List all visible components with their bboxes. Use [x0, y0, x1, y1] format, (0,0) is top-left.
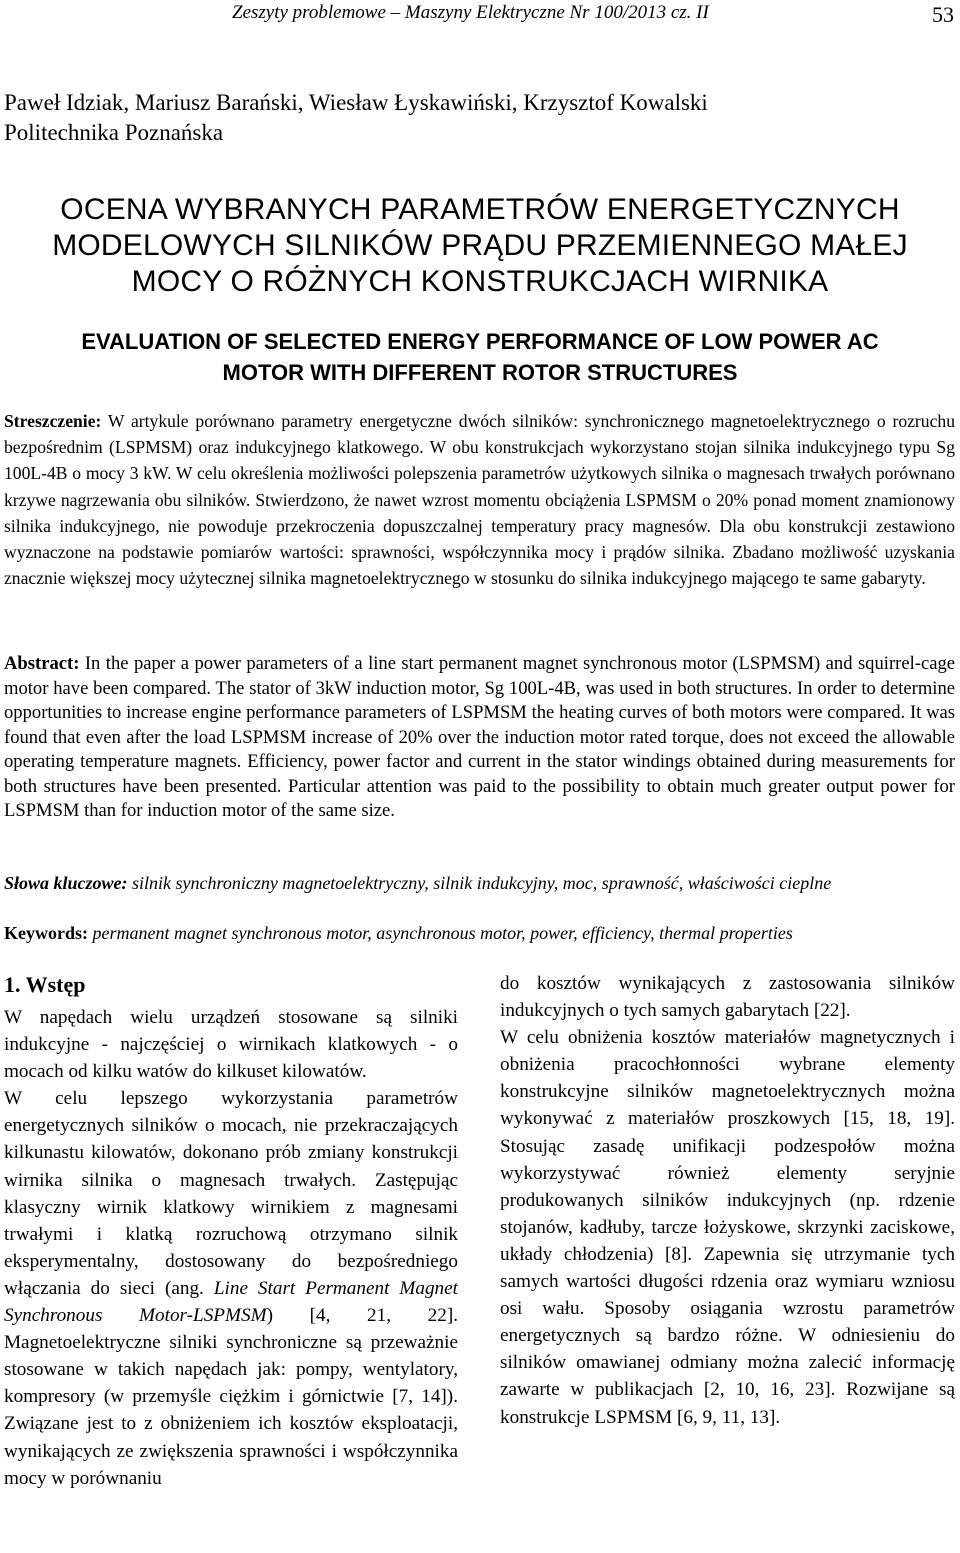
abstract-label: Abstract:	[4, 653, 80, 674]
intro-paragraph-2-end: ) [4, 21, 22]. Magnetoelektryczne silniki synchroniczne są przeważnie stosowane w takich napędach jak: pompy, wentylatory, kompresory (w przemyśle ciężkim i górnictwie [7, 14]). Związane jest to z obniżeniem ich kosztów eksploatacji, wynikających ze zwiększenia sprawności i współczynnika mocy w porównaniu	[4, 1305, 459, 1489]
title-english-line: MOTOR WITH DIFFERENT ROTOR STRUCTURES	[222, 360, 738, 385]
title-english	[0, 326, 960, 388]
keywords-block	[4, 921, 960, 946]
page-number: 53	[932, 2, 954, 27]
intro-paragraph-2-italic: Line Start Permanent Magnet Synchronous Motor-LSPMSM	[4, 1277, 458, 1327]
intro-paragraph-2-start: W celu lepszego wykorzystania parametrów energetycznych silników o mocach, nie przekraczających kilkunastu kilowatów, dokonano prób zmiany konstrukcji wirnika silnika o magnesach trwałych. Zastępując klasyczny wirnik klatkowy wirnikiem z magnesami trwałymi i klatką rozruchową otrzymano silnik eksperymentalny, dostosowany do bezpośredniego włączania do sieci (ang.	[4, 1088, 458, 1299]
abstract-block	[4, 652, 955, 824]
intro-paragraph-2	[4, 1085, 458, 1491]
title-polish-line: MOCY O RÓŻNYCH KONSTRUKCJACH WIRNIKA	[131, 265, 829, 298]
slowa-kluczowe-block	[4, 871, 955, 896]
keywords-label: Keywords:	[4, 923, 88, 943]
title-polish-line: MODELOWYCH SILNIKÓW PRĄDU PRZEMIENNEGO MAŁEJ	[52, 229, 908, 262]
right-paragraph-2: W celu obniżenia kosztów materiałów magnetycznych i obniżenia pracochłonności wybrane elementy konstrukcyjne silników magnetoelektrycznych można wykonywać z materiałów proszkowych [15, 18, 19]. Stosując zasadę unifikacji podzespołów można wykorzystywać również elementy seryjnie produkowanych silników indukcyjnych (np. rdzenie stojanów, kadłuby, tarcze łożyskowe, skrzynki zaciskowe, układy chłodzenia) [8]. Zapewnia się utrzymanie tych samych wartości długości rdzenia oraz wymiaru wzniosu osi wału. Sposoby osiągania wzrostu parametrów energetycznych są bardzo różne. W odniesieniu do silników omawianej odmiany można zalecić informację zawarte w publikacjach [2, 10, 16, 23]. Rozwijane są konstrukcje LSPMSM [6, 9, 11, 13].	[500, 1027, 955, 1428]
journal-name: Zeszyty problemowe – Maszyny Elektryczne Nr 100/2013 cz. II	[232, 2, 709, 23]
title-english-line: EVALUATION OF SELECTED ENERGY PERFORMANCE OF LOW POWER AC	[81, 329, 879, 354]
authors: Paweł Idziak, Mariusz Barański, Wiesław Łyskawiński, Krzysztof Kowalski	[4, 90, 708, 115]
streszczenie-block	[4, 408, 955, 591]
slowa-kluczowe-text: silnik synchroniczny magnetoelektryczny, silnik indukcyjny, moc, sprawność, właściwości cieplne	[127, 873, 832, 893]
slowa-kluczowe-label: Słowa kluczowe:	[4, 873, 128, 893]
running-header	[0, 2, 960, 32]
left-column	[4, 970, 458, 1492]
title-polish-line: OCENA WYBRANYCH PARAMETRÓW ENERGETYCZNYCH	[60, 193, 900, 226]
right-paragraph-1: do kosztów wynikających z zastosowania silników indukcyjnych o tych samych gabarytach [22].	[500, 973, 955, 1022]
affiliation: Politechnika Poznańska	[4, 120, 224, 145]
right-column	[500, 970, 955, 1431]
streszczenie-text: W artykule porównano parametry energetyczne dwóch silników: synchronicznego magnetoelektrycznego o rozruchu bezpośrednim (LSPMSM) oraz indukcyjnego klatkowego. W obu konstrukcjach wykorzystano stojan silnika indukcyjnego typu Sg 100L-4B o mocy 3 kW. W celu określenia możliwości polepszenia parametrów użytkowych silnika o magnesach trwałych porównano krzywe nagrzewania obu silników. Stwierdzono, że nawet wzrost momentu obciążenia LSPMSM o 20% ponad moment znamionowy silnika indukcyjnego, nie powoduje przekroczenia dopuszczalnej temperatury pracy magnesów. Dla obu konstrukcji zestawiono wyznaczone na podstawie pomiarów wartości: sprawności, współczynnika mocy i prądów silnika. Zbadano możliwość uzyskania znacznie większej mocy użytecznej silnika magnetoelektrycznego w stosunku do silnika indukcyjnego mającego te same gabaryty.	[4, 411, 955, 589]
section-heading: 1. Wstęp	[4, 972, 86, 997]
title-polish	[0, 192, 960, 300]
abstract-text: In the paper a power parameters of a line start permanent magnet synchronous motor (LSPMSM) and squirrel-cage motor have been compared. The stator of 3kW induction motor, Sg 100L-4B, was used in both structures. In order to determine opportunities to increase engine performance parameters of LSPMSM the heating curves of both motors were compared. It was found that even after the load LSPMSM increase of 20% over the induction motor rated torque, does not exceed the allowable operating temperature magnets. Efficiency, power factor and current in the stator windings obtained during measurements for both structures have been presented. Particular attention was paid to the possibility to obtain much greater output power for LSPMSM than for induction motor of the same size.	[4, 653, 955, 821]
intro-paragraph-1: W napędach wielu urządzeń stosowane są silniki indukcyjne - najczęściej o wirnikach klatkowych - o mocach od kilku watów do kilkuset kilowatów.	[4, 1007, 458, 1083]
streszczenie-label: Streszczenie:	[4, 411, 102, 431]
keywords-text: permanent magnet synchronous motor, asynchronous motor, power, efficiency, thermal properties	[88, 923, 793, 943]
